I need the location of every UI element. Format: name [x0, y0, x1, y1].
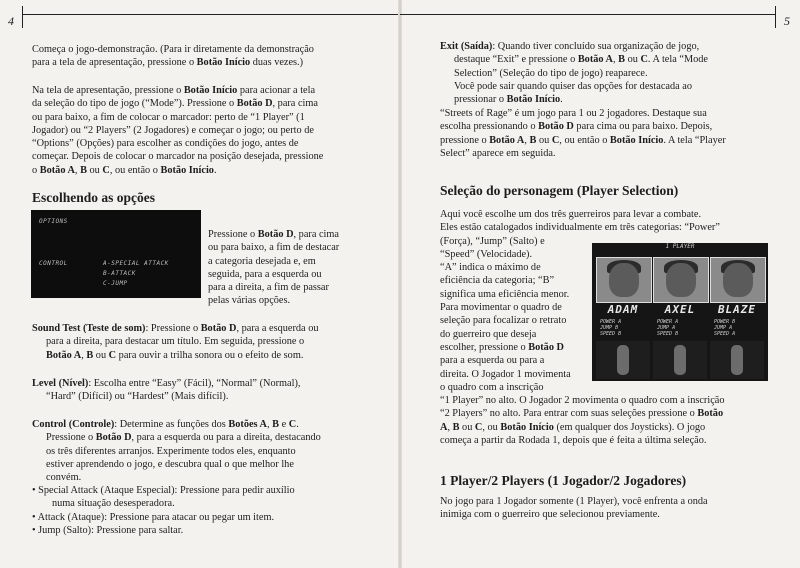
screen-option-2: B-ATTACK — [103, 270, 136, 277]
text-line: (Força), “Jump” (Salto) e — [440, 235, 545, 247]
text-line: Select” aparece em seguida. — [440, 147, 556, 159]
text-line: para a direita, a fim de passar — [208, 282, 329, 294]
text-line: convém. — [46, 472, 82, 484]
text-line: estiver aprendendo o jogo, e descubra qual o que melhor lhe — [46, 458, 294, 470]
text-line: ou para baixo, a fim de destacar — [208, 242, 340, 254]
level-paragraph — [32, 377, 392, 404]
char-stats: POWER A JUMP A SPEED B — [657, 319, 679, 337]
bullet-item: • Attack (Ataque): Pressione para atacar ou pegar um item. — [32, 511, 275, 523]
text-line: do guerreiro que deseja — [440, 328, 537, 340]
header-tick — [775, 6, 776, 28]
section-heading: Escolhendo as opções — [32, 190, 156, 205]
text-line: para a direita, para destacar um título. Em seguida, pressione o — [46, 336, 305, 348]
exit-paragraph — [440, 40, 790, 106]
char-name: ADAM — [607, 303, 639, 316]
char-stats: POWER B JUMP A SPEED A — [714, 319, 736, 337]
screen-option-1: A-SPECIAL ATTACK — [103, 260, 169, 267]
portrait-blaze — [710, 257, 766, 303]
text-line: Sound Test (Teste de som): Pressione o Botão D, para a esquerda ou — [32, 323, 319, 334]
text-line: Para movimentar o quadro de — [440, 302, 562, 314]
text-line: No jogo para 1 Jogador somente (1 Player), você enfrenta a onda — [440, 496, 708, 507]
text-line: o quadro com a inscrição — [440, 381, 544, 393]
text-line: A, B ou C, ou Botão Início (em qualquer dos Joysticks). O jogo — [440, 421, 706, 433]
text-line: o Botão A, B ou C, ou então o Botão Início. — [32, 164, 217, 176]
text-line: pressione o Botão A, B ou C, ou então o Botão Início. A tela “Player — [440, 134, 726, 146]
text-line: Jogador) ou “2 Players” (2 Jogadores) e começar o jogo; ou perto de — [32, 124, 314, 136]
text-line: os três diferentes arranjos. Experimente todos eles, enquanto — [46, 445, 296, 457]
text-line: Control (Controle): Determine as funções dos Botões A, B e C. — [32, 419, 299, 430]
player-select-screen — [592, 243, 768, 381]
text-line: Eles estão catalogados individualmente em três categorias: “Power” — [440, 222, 720, 234]
text-line: Pressione o Botão D, para cima — [208, 229, 339, 240]
page-number: 4 — [8, 14, 14, 28]
sound-test-paragraph — [32, 322, 392, 362]
text-line: Começa o jogo-demonstração. (Para ir diretamente da demonstração — [32, 44, 314, 55]
figure-blaze — [710, 341, 764, 379]
options-instructions — [208, 228, 388, 308]
control-bullets — [32, 484, 392, 537]
text-line: Pressione o Botão D, para a esquerda ou para a direita, destacando — [46, 432, 321, 444]
text-line: escolha pressionando o Botão D para cima ou para baixo. Depois, — [440, 121, 713, 133]
text-line: Na tela de apresentação, pressione o Botão Início para acionar a tela — [32, 85, 316, 96]
text-line: “A” indica o máximo de — [440, 262, 541, 274]
text-line: “Hard” (Difícil) ou “Hardest” (Mais difícil). — [46, 391, 229, 403]
portrait-axel — [653, 257, 709, 303]
text-line: “1 Player” no alto. O Jogador 2 movimenta o quadro com a inscrição — [440, 395, 725, 407]
text-line: pressionar o Botão Início. — [454, 94, 563, 106]
text-line: Selection” (Seleção do tipo de jogo) reaparece. — [454, 67, 648, 79]
figure-axel — [653, 341, 707, 379]
section-heading-player-selection: Seleção do personagem (Player Selection) — [440, 183, 679, 198]
bullet-item: • Special Attack (Ataque Especial): Pressione para pedir auxílio — [32, 485, 295, 496]
text-line: “2 Players” no alto. Para entrar com suas seleções pressione o Botão — [440, 408, 724, 420]
text-line: direita. O Jogador 1 movimenta — [440, 368, 571, 380]
screen-option-3: C-JUMP — [103, 280, 128, 287]
text-line: inimiga com o guerreiro que selecionou previamente. — [440, 509, 660, 521]
text-line: seleção para focalizar o retrato — [440, 315, 567, 327]
screen-title: OPTIONS — [39, 218, 68, 225]
screen-row-label: CONTROL — [39, 260, 68, 267]
bullet-item: • Jump (Salto): Pressione para saltar. — [32, 524, 184, 536]
char-name: BLAZE — [717, 303, 757, 316]
text-line: ou para baixo, a fim de colocar o marcador: perto de “1 Player” (1 — [32, 111, 305, 123]
players-paragraph — [440, 495, 790, 522]
section-heading-players: 1 Player/2 Players (1 Jogador/2 Jogadores) — [440, 473, 687, 488]
text-line: para a tela de apresentação, pressione o Botão Início duas vezes.) — [32, 57, 304, 69]
text-line: Exit (Saída): Quando tiver concluído sua organização de jogo, — [440, 41, 700, 52]
intro-paragraph — [32, 43, 392, 70]
text-line: da seleção do tipo de jogo (“Mode”). Pressione o Botão D, para cima — [32, 98, 318, 110]
page-number: 5 — [784, 14, 790, 28]
portrait-adam — [596, 257, 652, 303]
mode-paragraph — [32, 84, 392, 177]
control-paragraph — [32, 418, 392, 484]
text-line: “Streets of Rage” é um jogo para 1 ou 2 jogadores. Destaque sua — [440, 108, 707, 119]
text-line: Aqui você escolhe um dos três guerreiros para levar a combate. — [440, 209, 702, 220]
char-stats: POWER A JUMP B SPEED B — [600, 319, 622, 337]
text-line: começa a partir da Rodada 1, depois que é feita a última seleção. — [440, 435, 707, 447]
text-line: a categoria desejada e, em — [208, 255, 316, 267]
text-line: Botão A, B ou C para ouvir a trilha sonora ou o efeito de som. — [46, 349, 304, 361]
player-select-label: 1 PLAYER — [665, 243, 695, 250]
text-line: “Speed” (Velocidade). — [440, 248, 533, 260]
figure-adam — [596, 341, 650, 379]
text-line: pelas várias opções. — [208, 295, 291, 307]
streets-paragraph — [440, 107, 790, 160]
header-tick — [22, 6, 23, 28]
header-rule — [22, 14, 400, 15]
text-line: escolher, pressione o Botão D — [440, 341, 564, 353]
text-line: significa uma eficiência menor. — [440, 288, 570, 300]
text-line: destaque “Exit” e pressione o Botão A, B ou C. A tela “Mode — [454, 54, 708, 66]
options-screen — [31, 210, 201, 298]
text-line: para a esquerda ou para a — [440, 355, 545, 367]
text-line: Level (Nível): Escolha entre “Easy” (Fácil), “Normal” (Normal), — [32, 378, 301, 389]
text-line: seguida, para a esquerda ou — [208, 268, 322, 280]
header-rule — [400, 14, 775, 15]
char-name: AXEL — [664, 303, 696, 316]
text-line: eficiência da categoria; “B” — [440, 275, 555, 287]
bullet-item: numa situação desesperadora. — [52, 498, 175, 510]
text-line: começar. Depois de colocar o marcador na posição desejada, pressione — [32, 151, 324, 163]
text-line: Você pode sair quando quiser das opções for destacada ao — [454, 80, 692, 92]
text-line: “Options” (Opções) para escolher as condições do jogo, antes de — [32, 138, 299, 150]
